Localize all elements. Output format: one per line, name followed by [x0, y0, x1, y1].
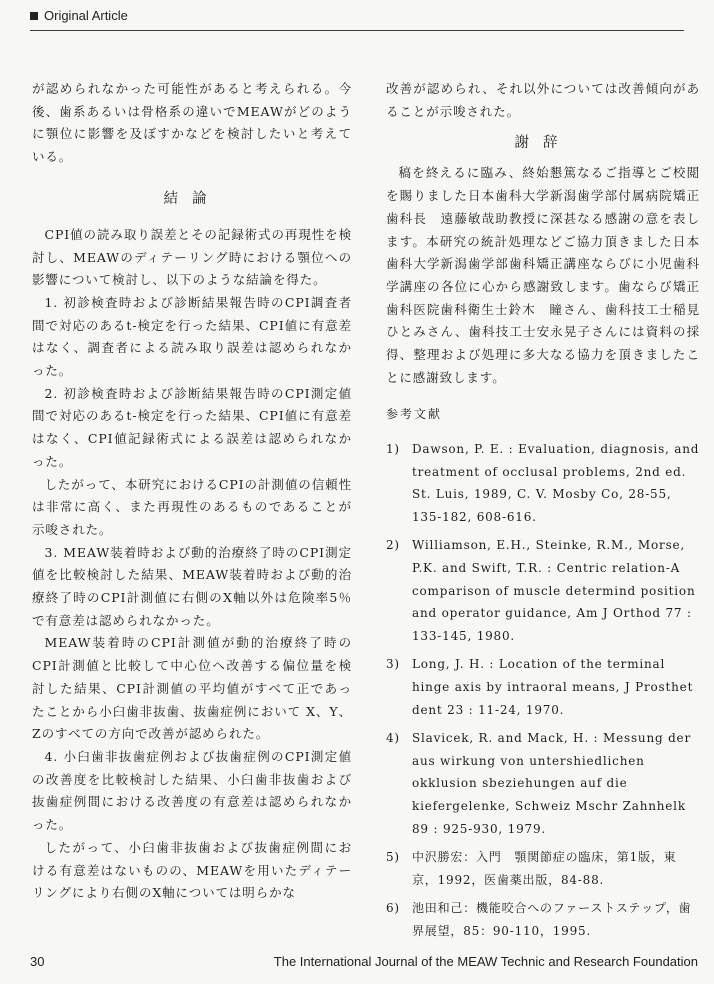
reference-text: Williamson, E.H., Steinke, R.M., Morse, P.K. and Swift, T.R. : Centric relation-A comparison of muscle determind position and operator guidance, Am J Orthod 77 : 133-145, 1980.: [412, 538, 696, 643]
reference-text: Slavicek, R. and Mack, H. : Messung der aus wirkung von untershiedlichen okklusion sbeziehungen auf die kiefergelenke, Schweiz Mschr Zahnhelk 89 : 925-930, 1979.: [412, 731, 691, 836]
reference-number: 3): [386, 657, 400, 672]
conclusion-paragraph: 4. 小臼歯非抜歯症例および抜歯症例のCPI測定値の改善度を比較検討した結果、小臼歯非抜歯および抜歯症例間における改善度の有意差は認められなかった。: [32, 748, 352, 833]
right-column: [386, 78, 700, 949]
conclusion-paragraph: 2. 初診検査時および診断結果報告時のCPI測定値間で対応のあるt-検定を行った結果、CPI値に有意差はなく、CPI値記録術式による誤差は認められなかった。: [32, 385, 352, 469]
conclusion-heading: 結論: [163, 190, 221, 207]
conclusion-paragraph: CPI値の読み取り誤差とその記録術式の再現性を検討し、MEAWのディテーリング時における顎位への影響について検討し、以下のような結論を得た。: [32, 226, 352, 288]
reference-number: 6): [386, 901, 400, 916]
conclusion-paragraph: したがって、本研究におけるCPIの計測値の信頼性は非常に高く、また再現性のあるものであることが示唆された。: [32, 476, 352, 537]
reference-item: [386, 438, 700, 528]
reference-number: 4): [386, 731, 400, 746]
page-number: 30: [30, 954, 45, 969]
reference-text: 池田和己：機能咬合へのファーストステップ，歯界展望，85：90-110，1995.: [412, 901, 692, 938]
reference-number: 1): [386, 442, 400, 457]
reference-text: Dawson, P. E. : Evaluation, diagnosis, and treatment of occlusal problems, 2nd ed. St. Luis, 1989, C. V. Mosby Co, 28-55, 135-182, 608-616.: [412, 442, 700, 524]
conclusion-paragraph: MEAW装着時のCPI計測値が動的治療終了時のCPI計測値と比較して中心位へ改善する偏位量を検討した結果、CPI計測値の平均値がすべて正であったことから小臼歯非抜歯、抜歯症例において X、Y、Zのすべての方向で改善が認められた。: [32, 635, 352, 742]
reference-item: [386, 846, 700, 891]
reference-item: [386, 653, 700, 721]
reference-text: 中沢勝宏：入門 顎関節症の臨床，第1版，東京，1992，医歯薬出版，84-88.: [412, 850, 677, 887]
conclusion-paragraph: 1. 初診検査時および診断結果報告時のCPI調査者間で対応のあるt-検定を行った結果、CPI値に有意差はなく、調査者による読み取り誤差は認められなかった。: [32, 294, 352, 379]
conclusion-paragraph: 3. MEAW装着時および動的治療終了時のCPI測定値を比較検討した結果、MEAW装着時および動的治療終了時のCPI計測値に右側のX軸以外は危険率5％で有意差は認められなかった。: [32, 544, 352, 628]
acknowledgement-heading: 謝辞: [514, 135, 572, 152]
reference-number: 2): [386, 538, 400, 553]
article-type-header: [30, 8, 684, 31]
square-bullet-icon: [30, 12, 38, 20]
reference-item: [386, 534, 700, 647]
journal-name: The International Journal of the MEAW Technic and Research Foundation: [273, 954, 698, 969]
reference-number: 5): [386, 850, 400, 865]
reference-item: [386, 727, 700, 840]
conclusion-paragraph: したがって、小臼歯非抜歯および抜歯症例間における有意差はないものの、MEAWを用いたディテーリングにより右側のX軸については明らかな: [32, 839, 352, 901]
references-heading: 参考文献: [386, 407, 443, 422]
page-footer: [30, 954, 698, 969]
article-type-label: Original Article: [44, 8, 128, 23]
discussion-end-text: が認められなかった可能性があると考えられる。今後、歯系あるいは骨格系の違いでMEAWがどのように顎位に影響を及ぼすかなどを検討したいと考えている。: [32, 81, 352, 165]
left-column: [32, 78, 352, 905]
acknowledgement-text: 稿を終えるに臨み、終始懇篤なるご指導とご校閲を賜りました日本歯科大学新潟歯学部付属病院矯正歯科長 遠藤敏哉助教授に深甚なる感謝の意を表します。本研究の統計処理などご協力頂きました日本歯科大学新潟歯学部歯科矯正講座ならびに小児歯科学講座の各位に心から感謝致します。歯ならび矯正歯科医院歯科衛生士鈴木 瞳さん、歯科技工士稲見ひとみさん、歯科技工士安永晃子さんには資料の採得、整理および処理に多大なる協力を頂きましたことに感謝致します。: [386, 165, 700, 385]
reference-text: Long, J. H. : Location of the terminal hinge axis by intraoral means, J Prosthet dent 23 : 11-24, 1970.: [412, 657, 694, 717]
reference-list: [386, 438, 700, 942]
reference-item: [386, 897, 700, 942]
conclusion-end-text: 改善が認められ、それ以外については改善傾向があることが示唆された。: [386, 81, 700, 119]
